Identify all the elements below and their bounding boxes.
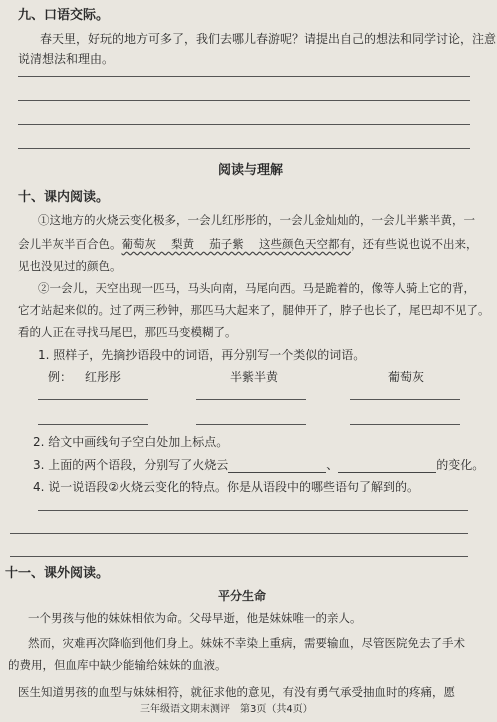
passage1-line2-end: ，还有些说也说不出来， bbox=[350, 237, 478, 251]
question3-text: 3. 上面的两个语段，分别写了火烧云 bbox=[33, 458, 229, 472]
answer-line[interactable] bbox=[10, 556, 468, 557]
question3-end: 的变化。 bbox=[436, 458, 485, 472]
passage2-line1: ②一会儿，天空出现一匹马，马头向南，马尾向西。马是跪着的，像等人骑上它的背， bbox=[38, 281, 475, 295]
answer-line[interactable] bbox=[18, 100, 470, 101]
passage1-line2 bbox=[18, 236, 477, 252]
reading-section-title: 阅读与理解 bbox=[218, 163, 284, 178]
answer-blank[interactable] bbox=[228, 460, 326, 473]
underlined-sentence: 葡萄灰 梨黄 茄子紫 这些颜色天空都有 bbox=[121, 237, 351, 251]
question3-separator: 、 bbox=[326, 458, 339, 472]
answer-blank[interactable] bbox=[196, 424, 306, 425]
answer-blank[interactable] bbox=[38, 399, 148, 400]
answer-line[interactable] bbox=[18, 124, 470, 125]
question4: 4. 说一说语段②火烧云变化的特点。你是从语段中的哪些语句了解到的。 bbox=[33, 480, 420, 494]
passage2-line3: 看的人正在寻找马尾巴，那匹马变模糊了。 bbox=[18, 325, 237, 339]
answer-line[interactable] bbox=[38, 510, 468, 511]
answer-blank[interactable] bbox=[338, 460, 436, 473]
story-para2-line1: 然而，灾难再次降临到他们身上。妹妹不幸染上重病，需要输血，尽管医院免去了手术 bbox=[28, 636, 465, 650]
story-para2-line2: 的费用，但血库中缺少能输给妹妹的血液。 bbox=[8, 658, 227, 672]
story-title: 平分生命 bbox=[218, 589, 267, 603]
answer-blank[interactable] bbox=[350, 424, 460, 425]
passage1-line1: ①这地方的火烧云变化极多，一会儿红彤彤的，一会儿金灿灿的，一会儿半紫半黄，一 bbox=[38, 213, 475, 227]
passage1-line2-start: 会儿半灰半百合色。 bbox=[18, 237, 122, 251]
story-para3: 医生知道男孩的血型与妹妹相符，就征求他的意见，有没有勇气承受抽血时的疼痛，愿 bbox=[18, 685, 455, 699]
section9-prompt-line2: 说清想法和理由。 bbox=[18, 52, 115, 66]
section9-heading: 九、口语交际。 bbox=[18, 8, 110, 23]
section9-prompt-line1: 春天里，好玩的地方可多了，我们去哪儿春游呢？请提出自己的想法和同学讨论，注意 bbox=[40, 32, 497, 46]
answer-line[interactable] bbox=[18, 148, 470, 149]
story-para1: 一个男孩与他的妹妹相依为命。父母早逝，他是妹妹唯一的亲人。 bbox=[28, 611, 362, 625]
question1: 1. 照样子，先摘抄语段中的词语，再分别写一个类似的词语。 bbox=[38, 348, 366, 362]
answer-line[interactable] bbox=[10, 533, 468, 534]
answer-line[interactable] bbox=[18, 76, 470, 77]
answer-blank[interactable] bbox=[350, 399, 460, 400]
example-word-2: 半紫半黄 bbox=[230, 370, 279, 384]
page-footer: 三年级语文期末测评 第3页（共4页） bbox=[140, 704, 313, 715]
example-label: 例： bbox=[48, 370, 73, 384]
section10-heading: 十、课内阅读。 bbox=[18, 190, 110, 205]
section11-heading: 十一、课外阅读。 bbox=[5, 566, 110, 581]
example-word-1: 红彤彤 bbox=[85, 370, 122, 384]
answer-blank[interactable] bbox=[196, 399, 306, 400]
question2: 2. 给文中画线句子空白处加上标点。 bbox=[33, 435, 229, 449]
passage1-line3: 见也没见过的颜色。 bbox=[18, 259, 122, 273]
question3 bbox=[33, 457, 484, 473]
example-word-3: 葡萄灰 bbox=[388, 370, 425, 384]
answer-blank[interactable] bbox=[38, 424, 148, 425]
passage2-line2: 它才站起来似的。过了两三秒钟，那匹马大起来了，腿伸开了，脖子也长了，尾巴却不见了。 bbox=[18, 303, 490, 317]
